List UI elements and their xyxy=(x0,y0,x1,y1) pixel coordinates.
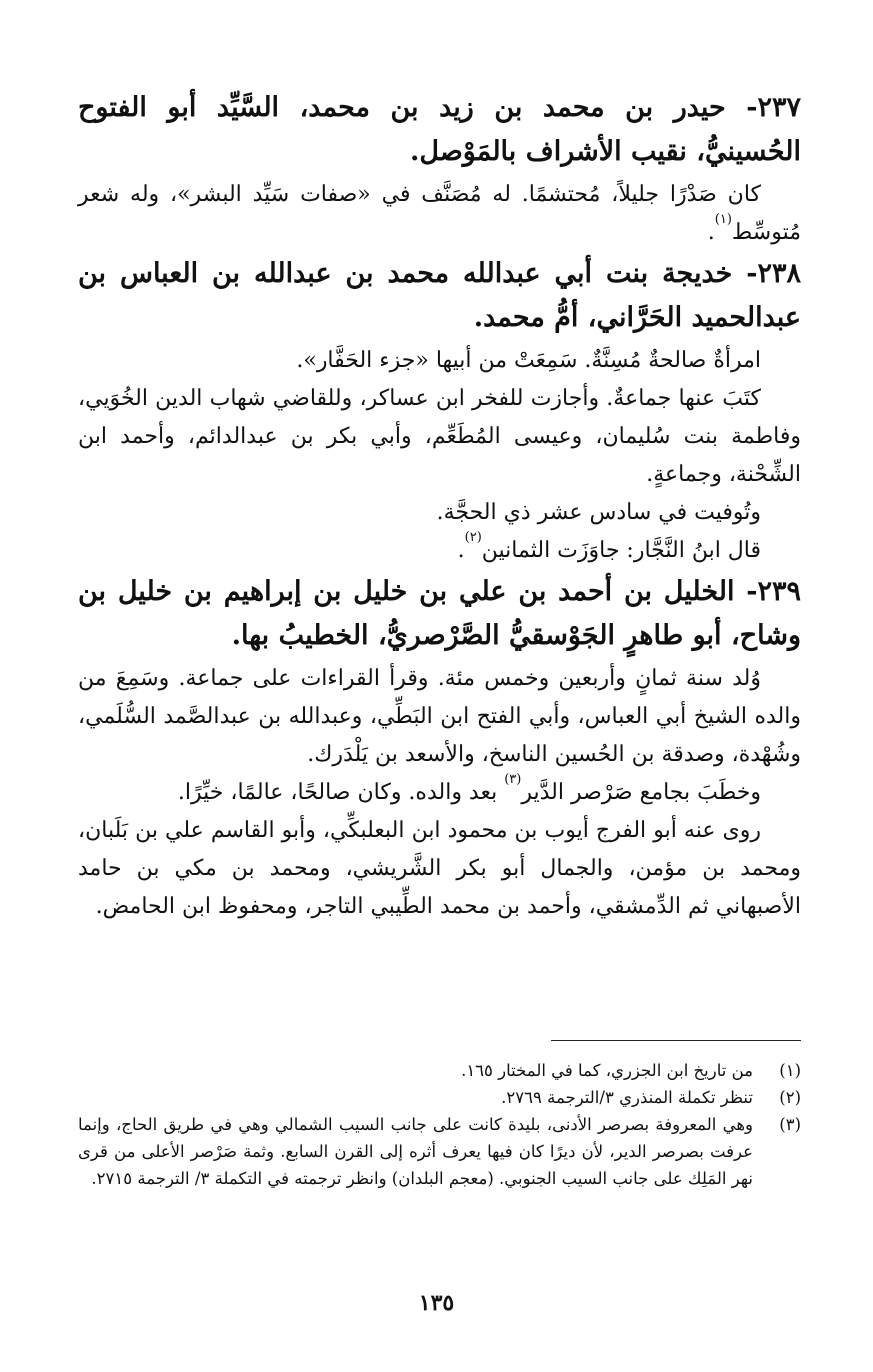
footnote-number: (١) xyxy=(779,1061,801,1080)
footnote-ref-3[interactable]: (٣) xyxy=(504,772,522,787)
paragraph-text: وخطَبَ بجامع صَرْصر الدَّير xyxy=(521,780,761,805)
footnote-text: من تاريخ ابن الجزري، كما في المختار ١٦٥. xyxy=(461,1061,753,1080)
entry-239-paragraph-3: روى عنه أبو الفرج أيوب بن محمود ابن البعلبكِّي، وأبو القاسم علي بن بَلَبان، ومحمد بن مؤمن، والجمال أبو بكر الشَّريشي، ومحمد بن مكي بن حامد الأصبهاني ثم الدِّمشقي، وأحمد بن محمد الطِّيبي التاجر، ومحفوظ ابن الحامض. xyxy=(78,818,801,919)
entry-237-paragraph xyxy=(78,176,801,252)
paragraph-end: . xyxy=(707,220,715,245)
entry-238-paragraph-4 xyxy=(78,532,801,570)
entry-title-238: ٢٣٨- خديجة بنت أبي عبدالله محمد بن عبدالله بن العباس بن عبدالحميد الحَرَّاني، أمُّ محمد. xyxy=(78,258,801,333)
footnote-2 xyxy=(78,1084,801,1111)
entry-238-paragraph-2: كتَبَ عنها جماعةٌ. وأجازت للفخر ابن عساكر، وللقاضي شهاب الدين الخُوَيي، وفاطمة بنت سُليمان، وعيسى المُطَعِّم، وأبي بكر بن عبدالدائم، وأحمد ابن الشِّحْنة، وجماعةٍ. xyxy=(78,386,801,487)
page-number: ١٣٥ xyxy=(418,1290,455,1316)
entry-238-paragraph-1: امرأةٌ صالحةٌ مُسِنَّةٌ. سَمِعَتْ من أبيها «جزء الحَفَّار». xyxy=(296,348,761,373)
footnote-3 xyxy=(78,1111,801,1192)
footnote-divider xyxy=(551,1040,801,1041)
footnote-number: (٣) xyxy=(779,1115,801,1134)
footnotes-section xyxy=(78,1040,801,1192)
page-body xyxy=(78,86,801,926)
paragraph-text: قال ابنُ النَّجَّار: جاوَزَت الثمانين xyxy=(481,538,761,563)
entry-title-239: ٢٣٩- الخليل بن أحمد بن علي بن خليل بن إبراهيم بن خليل بن وشاح، أبو طاهرٍ الجَوْسقيُّ الصَّرْصريُّ، الخطيبُ بها. xyxy=(78,576,801,651)
entry-239-paragraph-2 xyxy=(78,774,801,812)
footnote-text: تنظر تكملة المنذري ٣/الترجمة ٢٧٦٩. xyxy=(501,1088,753,1107)
entry-238-paragraph-3: وتُوفيت في سادس عشر ذي الحجَّة. xyxy=(436,500,761,525)
entry-239-paragraph-1: وُلد سنة ثمانٍ وأربعين وخمس مئة. وقرأ القراءات على جماعة. وسَمِعَ من والده الشيخ أبي العباس، وأبي الفتح ابن البَطِّي، وعبدالله بن عبدالصَّمد السُّلَمي، وشُهْدة، وصدقة بن الحُسين الناسخ، والأسعد بن يَلْدَرك. xyxy=(78,666,801,767)
footnote-ref-1[interactable]: (١) xyxy=(714,212,732,227)
entry-title-237: ٢٣٧- حيدر بن محمد بن زيد بن محمد، السَّيِّد أبو الفتوح الحُسينيُّ، نقيب الأشراف بالمَوْصل. xyxy=(78,92,801,167)
footnote-ref-2[interactable]: (٢) xyxy=(464,530,482,545)
footnote-number: (٢) xyxy=(779,1088,801,1107)
paragraph-end: . xyxy=(457,538,465,563)
paragraph-end: بعد والده. وكان صالحًا، عالمًا، خيِّرًا. xyxy=(177,780,505,805)
paragraph-text: كان صَدْرًا جليلاً، مُحتشمًا. له مُصَنَّف في «صفات سَيِّد البشر»، وله شعر مُتوسِّط xyxy=(78,182,801,245)
footnote-1 xyxy=(78,1057,801,1084)
footnote-text: وهي المعروفة بصرصر الأدنى، بليدة كانت على جانب السيب الشمالي وهي في طريق الحاج، وإنما عرفت بصرصر الدير، لأن ديرًا كان فيها يعرف أثره إلى القرن السابع. وثمة صَرْصر الأعلى من قرى نهر المَلِك على جانب السيب الجنوبي. (معجم البلدان) وانظر ترجمته في التكملة ٣/ الترجمة ٢٧١٥. xyxy=(78,1115,753,1188)
